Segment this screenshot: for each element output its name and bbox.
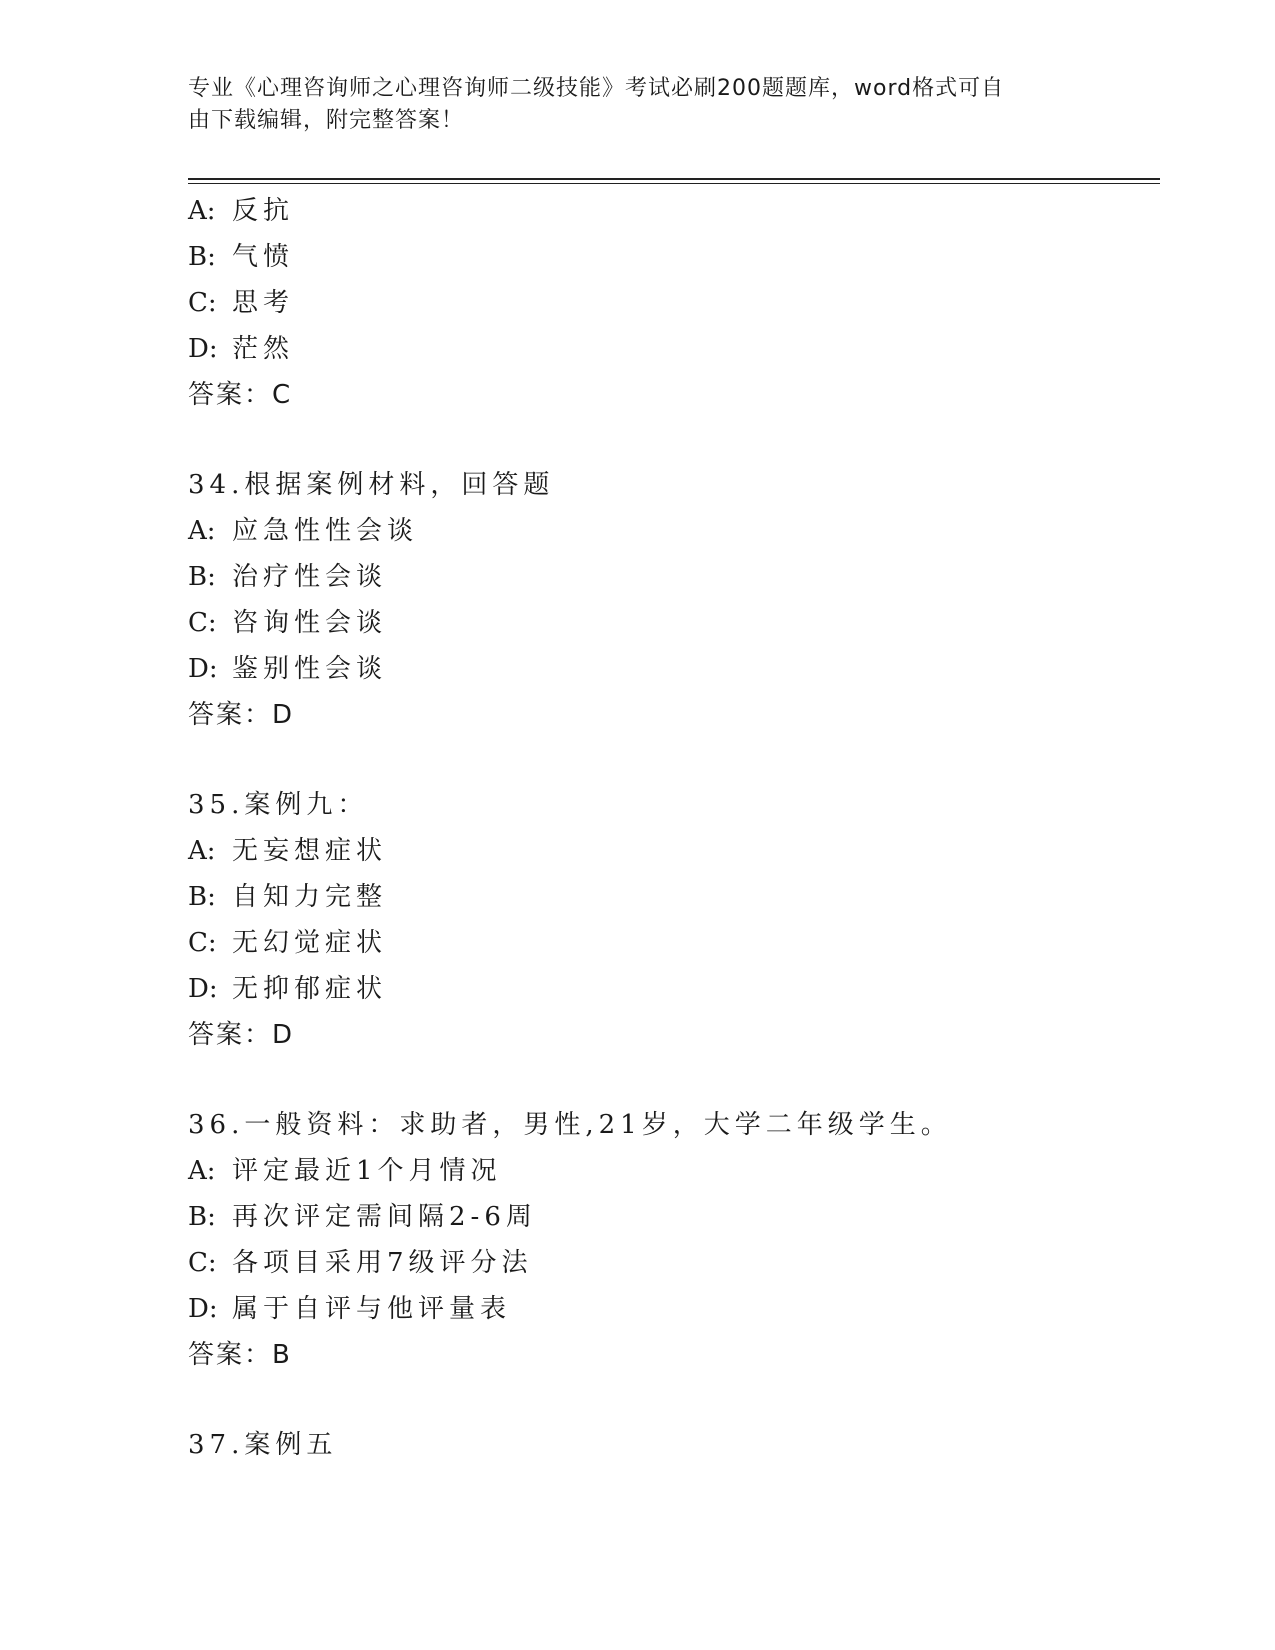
option-text: 再次评定需间隔2-6周 (232, 1202, 537, 1232)
option-c (188, 600, 1148, 646)
option-letter: A: (188, 836, 216, 866)
option-b (188, 554, 1148, 600)
option-c (188, 280, 1148, 326)
option-a (188, 1148, 1148, 1194)
question-list (188, 188, 1148, 1468)
option-letter: B: (188, 882, 216, 912)
option-a (188, 508, 1148, 554)
document-header (188, 73, 1068, 137)
option-text: 茫然 (232, 334, 295, 364)
answer-line: 答案：B (188, 1340, 292, 1370)
option-b (188, 1194, 1148, 1240)
option-letter: C: (188, 288, 217, 318)
option-d (188, 326, 1148, 372)
question-title: 35.案例九： (188, 790, 369, 820)
option-text: 反抗 (232, 196, 295, 226)
option-text: 无幻觉症状 (232, 928, 388, 958)
option-text: 思考 (232, 288, 295, 318)
option-b (188, 234, 1148, 280)
header-divider-thick (188, 178, 1160, 180)
option-a (188, 188, 1148, 234)
option-letter: D: (188, 654, 218, 684)
option-d (188, 966, 1148, 1012)
option-text: 应急性性会谈 (232, 516, 419, 546)
option-c (188, 1240, 1148, 1286)
option-text: 评定最近1个月情况 (232, 1156, 502, 1186)
answer-line: 答案：D (188, 1020, 295, 1050)
option-text: 自知力完整 (232, 882, 388, 912)
option-letter: A: (188, 196, 216, 226)
answer-line: 答案：C (188, 380, 293, 410)
option-a (188, 828, 1148, 874)
option-letter: D: (188, 1294, 218, 1324)
question-block (188, 462, 1148, 738)
header-line-1: 专业《心理咨询师之心理咨询师二级技能》考试必刷200题题库，word格式可自 (188, 76, 1005, 101)
header-line-2: 由下载编辑，附完整答案！ (188, 108, 465, 133)
option-text: 治疗性会谈 (232, 562, 388, 592)
option-letter: A: (188, 1156, 216, 1186)
option-d (188, 646, 1148, 692)
option-letter: C: (188, 608, 217, 638)
option-text: 鉴别性会谈 (232, 654, 388, 684)
option-letter: C: (188, 928, 217, 958)
option-c (188, 920, 1148, 966)
option-letter: D: (188, 974, 218, 1004)
question-block (188, 1102, 1148, 1378)
option-text: 各项目采用7级评分法 (232, 1248, 533, 1278)
question-title: 36.一般资料：求助者，男性,21岁，大学二年级学生。 (188, 1110, 952, 1140)
option-text: 气愤 (232, 242, 295, 272)
question-block (188, 188, 1148, 418)
option-letter: B: (188, 562, 216, 592)
question-title: 34.根据案例材料，回答题 (188, 470, 555, 500)
option-letter: A: (188, 516, 216, 546)
header-divider-thin (188, 183, 1160, 184)
option-text: 无妄想症状 (232, 836, 388, 866)
option-text: 无抑郁症状 (232, 974, 388, 1004)
option-letter: D: (188, 334, 218, 364)
option-letter: B: (188, 242, 216, 272)
question-block (188, 1422, 1148, 1468)
option-text: 属于自评与他评量表 (232, 1294, 512, 1324)
option-d (188, 1286, 1148, 1332)
question-title: 37.案例五 (188, 1430, 338, 1460)
option-letter: C: (188, 1248, 217, 1278)
option-text: 咨询性会谈 (232, 608, 388, 638)
answer-line: 答案：D (188, 700, 295, 730)
option-b (188, 874, 1148, 920)
question-block (188, 782, 1148, 1058)
option-letter: B: (188, 1202, 216, 1232)
